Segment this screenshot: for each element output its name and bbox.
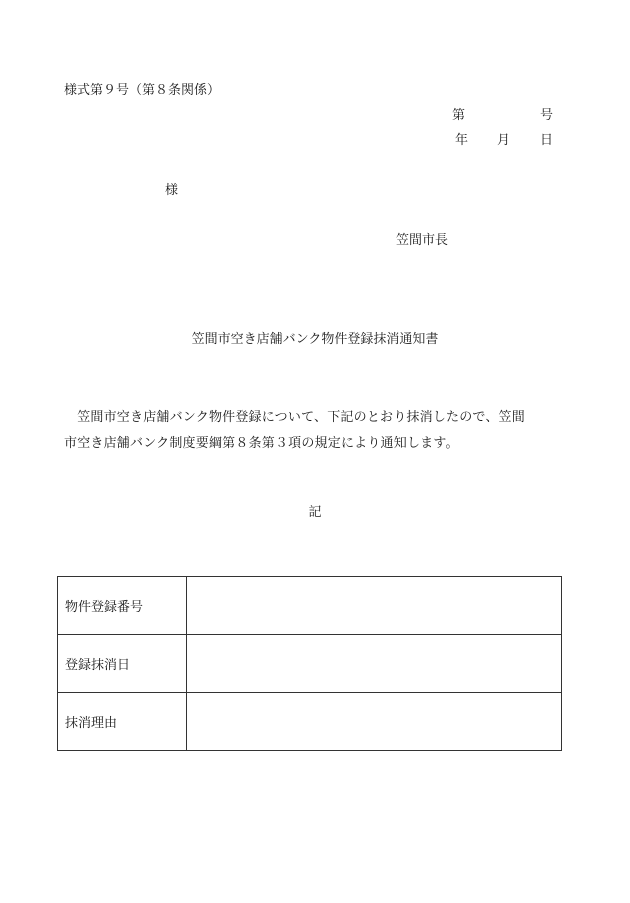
body-line-2: 市空き店舗バンク制度要綱第８条第３項の規定により通知します。 <box>64 436 459 451</box>
body-line-1: 笠間市空き店舗バンク物件登録について、下記のとおり抹消したので、笠間 <box>64 410 525 425</box>
issuer-name: 笠間市長 <box>396 233 449 248</box>
table-label-deletion-date: 登録抹消日 <box>58 635 187 693</box>
recipient-honorific: 様 <box>165 183 179 198</box>
table-row <box>58 693 562 751</box>
table-row <box>58 577 562 635</box>
table-value-property-number[interactable] <box>187 577 562 635</box>
document-number-suffix: 号 <box>540 108 554 123</box>
ki-heading: 記 <box>308 505 322 520</box>
form-number: 様式第９号（第８条関係） <box>64 83 221 98</box>
table-row <box>58 635 562 693</box>
date-month-label: 月 <box>497 133 511 148</box>
document-number-prefix: 第 <box>452 108 466 123</box>
document-title: 笠間市空き店舗バンク物件登録抹消通知書 <box>191 332 439 347</box>
table-label-deletion-reason: 抹消理由 <box>58 693 187 751</box>
table-value-deletion-date[interactable] <box>187 635 562 693</box>
date-year-label: 年 <box>455 133 469 148</box>
date-day-label: 日 <box>540 133 554 148</box>
table-value-deletion-reason[interactable] <box>187 693 562 751</box>
info-table <box>57 576 562 751</box>
body-paragraph <box>64 405 584 457</box>
table-label-property-number: 物件登録番号 <box>58 577 187 635</box>
